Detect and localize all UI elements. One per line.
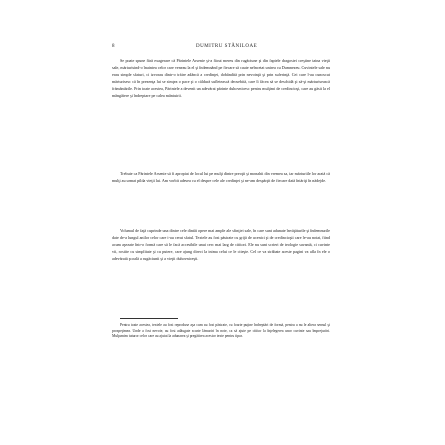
running-title: DUMITRU STĂNILOAE	[196, 44, 258, 49]
paragraph: Se poate spune fără exagerare că Părintele Arsenie şi-a făcut mereu din rugăciune şi din faptele dragostei creştine taina vieţii sale, mărturisind-o înaintea celor care veneau la el şi îndemnând pe fiecare să caute neîncetat unirea cu Dumnezeu. Cuvintele sale nu erau simple sfaturi, ci izvorau dintr-o trăire adâncă a credinţei, dobândită prin nevoinţă şi prin suferinţă. Cei care l-au cunoscut mărturisesc că în prezenţa lui se simţea o pace şi o căldură sufletească deosebită, care îi făcea să se deschidă şi să-şi mărturisească frământările. Prin toate acestea, Părintele a devenit un adevărat părinte duhovnicesc pentru mulţimi de credincioşi, care au găsit la el mângâiere şi îndreptare pe calea mântuirii.	[112, 58, 330, 98]
page-number: 8	[112, 44, 116, 49]
paragraph: Volumul de faţă cuprinde una dintre cele dintâi opere mai ample ale sfinţiei sale, în care sunt adunate învăţăturile şi îndemnurile date de-a lungul anilor celor care i-au cerut sfatul. Textele au fost păstrate cu grijă de ucenici şi de credincioşii care le-au notat, fiind acum aşezate într-o formă care să le facă accesibile unui cerc mai larg de cititori. Ele nu sunt scrieri de teologie savantă, ci cuvinte vii, rostite cu simplitate şi cu putere, care ajung direct la inima celui ce le citeşte. Cel ce va străbate aceste pagini va afla în ele o adevărată şcoală a rugăciunii şi a vieţii duhovniceşti.	[112, 228, 330, 261]
footnote-separator	[120, 318, 178, 319]
page-header	[112, 42, 330, 52]
paragraph: Trebuie ca Părintele Arsenie să fi apropiat de locul lui pe mulţi dintre preoţii şi monahii din vremea sa, iar mărturiile lor arată că mulţi au urmat pilda vieţii lui. Am vorbit adesea cu el despre cele ale credinţei şi ne-am despărţit de fiecare dată întăriţi în nădejde.	[112, 171, 330, 183]
footnote: Pentru toate acestea, textele au fost reproduse aşa cum au fost păstrate, cu foarte puţine îndreptări de formă, pentru a nu le altera sensul şi prospeţimea. Unde a fost nevoie, au fost adăugate scurte lămuriri în note, ca să ajute pe cititor la înţelegerea unor cuvinte sau împrejurări. Mulţumim tuturor celor care au ajutat la adunarea şi pregătirea acestor texte pentru tipar.	[112, 323, 330, 339]
